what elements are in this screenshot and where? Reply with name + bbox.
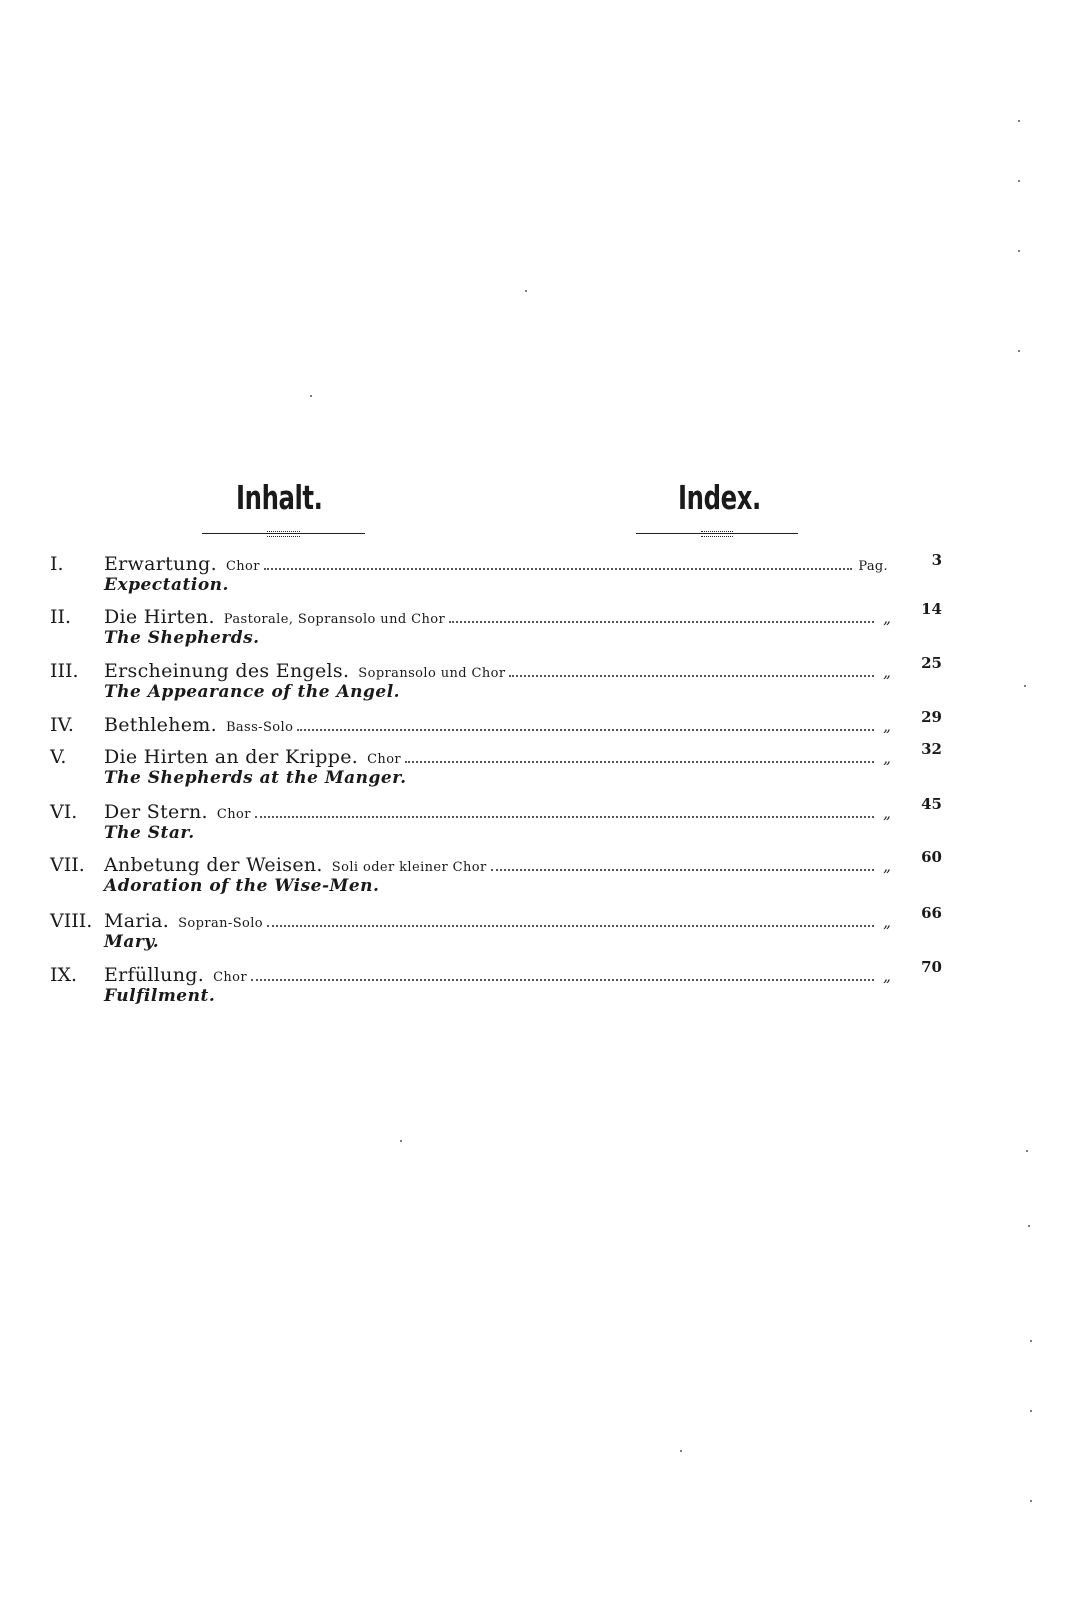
- entry-description: Chor: [225, 559, 260, 574]
- scan-speck: [310, 395, 312, 397]
- entry-page-number: 29: [921, 708, 942, 726]
- dot-leader: [405, 761, 874, 763]
- dot-leader: [267, 925, 874, 927]
- scan-speck: [1024, 685, 1026, 687]
- ditto-mark: „: [883, 749, 891, 767]
- scan-speck: [400, 1140, 402, 1142]
- ditto-mark: „: [883, 663, 891, 681]
- entry-title-en: The Appearance of the Angel.: [104, 682, 401, 702]
- scan-speck: [1026, 1150, 1028, 1152]
- scan-speck: [1030, 1410, 1032, 1412]
- heading-ornament-left: [202, 533, 365, 536]
- entry-description: Chor: [216, 807, 251, 822]
- dot-leader: [255, 816, 874, 818]
- entry-title-de: Der Stern.: [104, 801, 208, 823]
- heading-index: Index.: [678, 478, 761, 517]
- entry-description: Soli oder kleiner Chor: [331, 860, 487, 875]
- entry-description: Chor: [367, 752, 402, 767]
- entry-title-en: Adoration of the Wise-Men.: [104, 876, 380, 896]
- entry-description: Pastorale, Sopransolo und Chor: [223, 612, 446, 627]
- entry-page-number: 32: [921, 740, 942, 758]
- scan-speck: [1018, 180, 1020, 182]
- entry-page-number: 3: [931, 551, 942, 569]
- ditto-mark: „: [883, 967, 891, 985]
- entry-title-de: Erscheinung des Engels.: [104, 660, 350, 682]
- entry-page-number: 25: [921, 654, 942, 672]
- ditto-mark: „: [883, 857, 891, 875]
- scan-speck: [1030, 1340, 1032, 1342]
- dot-leader: [264, 568, 853, 570]
- heading-ornament-right: [636, 533, 798, 536]
- scan-speck: [1030, 1500, 1032, 1502]
- entry-title-en: Mary.: [104, 932, 160, 952]
- entry-title-en: Fulfilment.: [104, 986, 216, 1006]
- heading-inhalt: Inhalt.: [236, 478, 323, 517]
- ditto-mark: „: [883, 717, 891, 735]
- entry-title-en: The Star.: [104, 823, 195, 843]
- entry-description: Sopran-Solo: [178, 916, 264, 931]
- entry-title-de: Die Hirten an der Krippe.: [104, 746, 359, 768]
- dot-leader: [491, 869, 874, 871]
- ditto-mark: „: [883, 804, 891, 822]
- entry-title-de: Erwartung.: [104, 553, 217, 575]
- dot-leader: [251, 979, 874, 981]
- entry-numeral: III.: [50, 660, 79, 682]
- entry-numeral: I.: [50, 553, 64, 575]
- entry-numeral: VII.: [50, 854, 85, 876]
- entry-title-en: The Shepherds.: [104, 628, 260, 648]
- entry-title-de: Bethlehem.: [104, 714, 217, 736]
- entry-description: Bass-Solo: [225, 720, 294, 735]
- scan-speck: [1018, 250, 1020, 252]
- entry-description: Chor: [213, 970, 248, 985]
- entry-page-number: 14: [921, 600, 942, 618]
- entry-page-number: 45: [921, 795, 942, 813]
- page-label: Pag.: [858, 559, 888, 574]
- entry-numeral: V.: [50, 746, 67, 768]
- dot-leader: [509, 675, 874, 677]
- entry-title-de: Erfüllung.: [104, 964, 205, 986]
- entry-title-de: Maria.: [104, 910, 170, 932]
- entry-title-de: Anbetung der Weisen.: [104, 854, 323, 876]
- entry-numeral: II.: [50, 606, 72, 628]
- ditto-mark: „: [883, 609, 891, 627]
- entry-page-number: 66: [921, 904, 942, 922]
- scan-speck: [525, 290, 527, 292]
- entry-numeral: IV.: [50, 714, 74, 736]
- entry-page-number: 60: [921, 848, 942, 866]
- ditto-mark: „: [883, 913, 891, 931]
- entry-numeral: VIII.: [50, 910, 93, 932]
- dot-leader: [297, 729, 874, 731]
- entry-title-en: The Shepherds at the Manger.: [104, 768, 407, 788]
- scan-speck: [1018, 120, 1020, 122]
- scan-speck: [680, 1450, 682, 1452]
- entry-numeral: IX.: [50, 964, 78, 986]
- dot-leader: [449, 621, 874, 623]
- entry-title-en: Expectation.: [104, 575, 229, 595]
- entry-description: Sopransolo und Chor: [358, 666, 506, 681]
- entry-page-number: 70: [921, 958, 942, 976]
- scan-speck: [1018, 350, 1020, 352]
- entry-title-de: Die Hirten.: [104, 606, 215, 628]
- entry-numeral: VI.: [50, 801, 78, 823]
- scan-speck: [1028, 1225, 1030, 1227]
